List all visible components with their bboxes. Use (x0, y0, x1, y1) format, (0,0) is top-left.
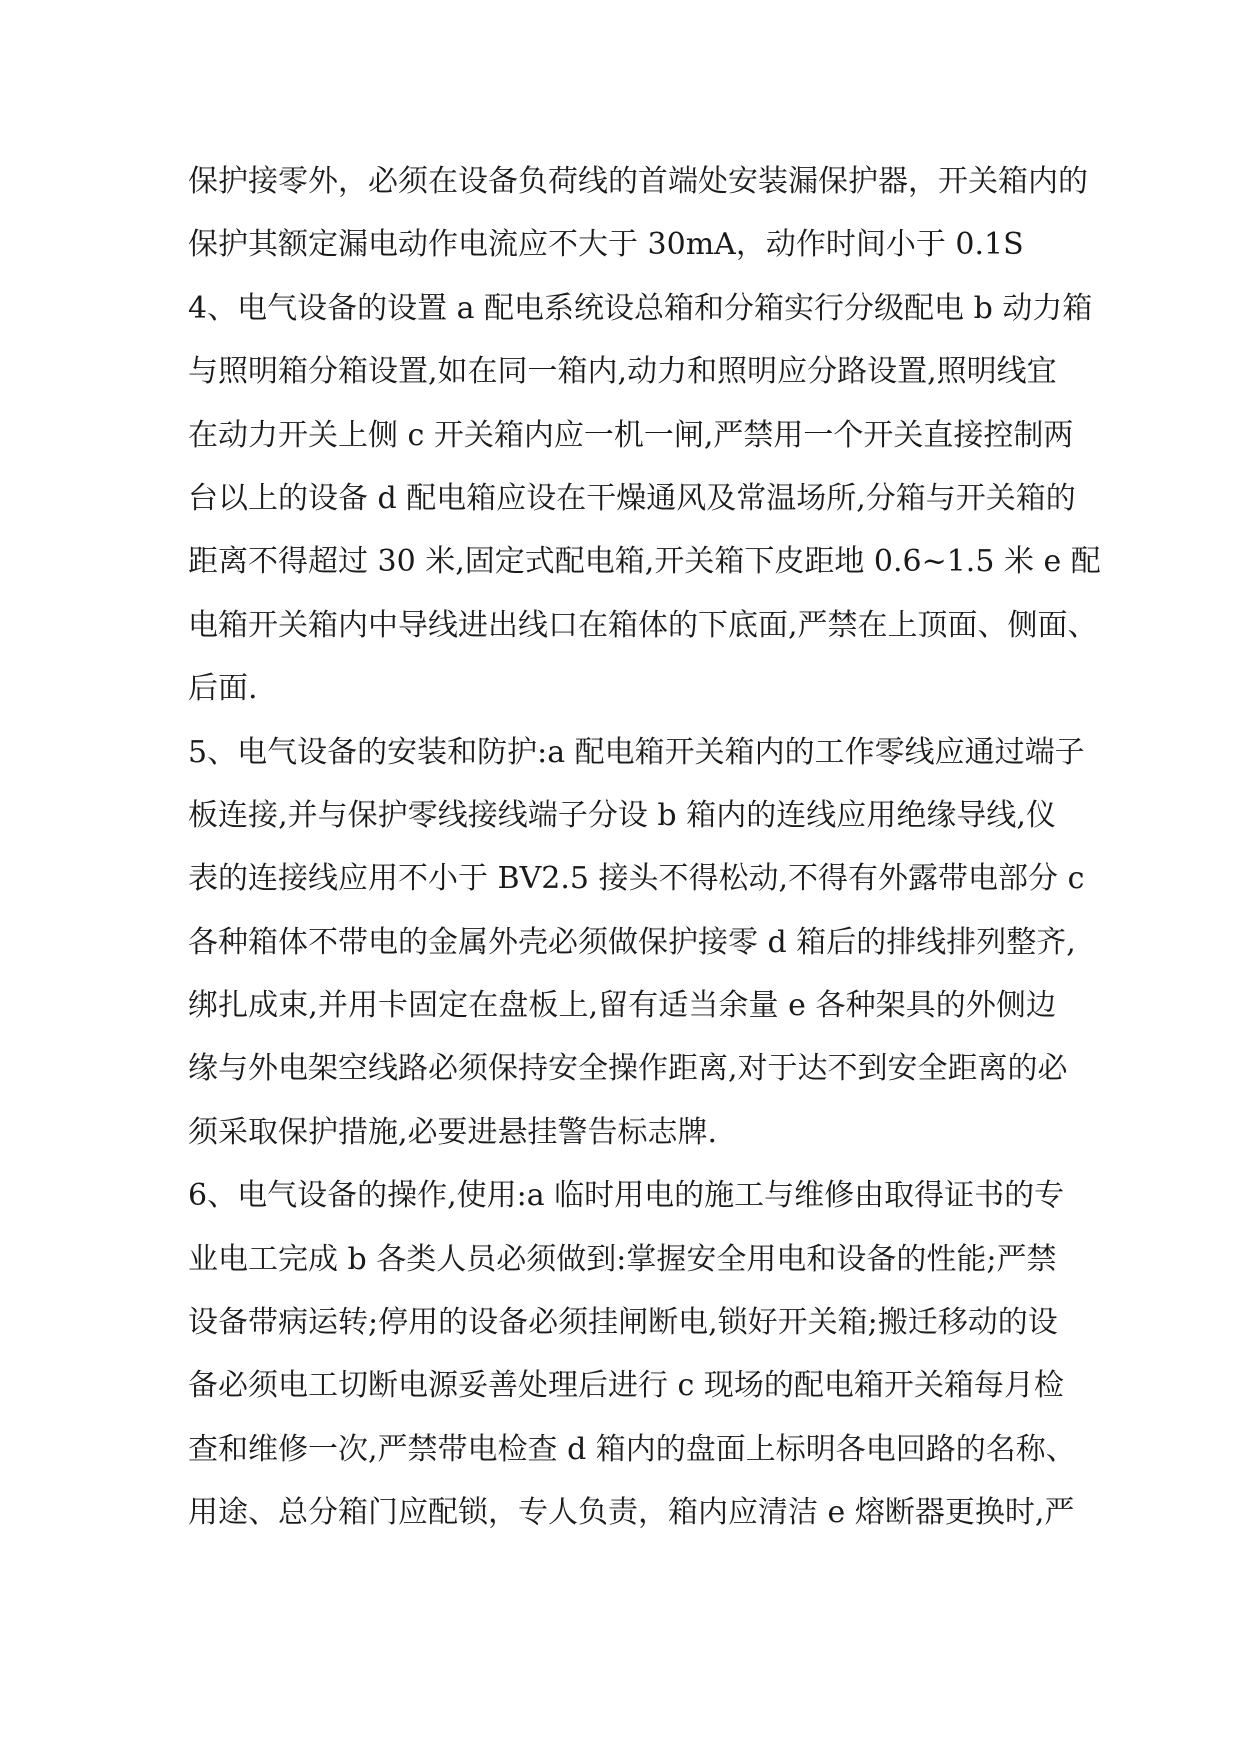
text-line: 表的连接线应用不小于 BV2.5 接头不得松动,不得有外露带电部分 c (188, 861, 1085, 897)
document-body (188, 150, 1101, 1545)
text-line: 电箱开关箱内中导线进出线口在箱体的下底面,严禁在上顶面、侧面、 (188, 607, 1098, 643)
text-line: 业电工完成 b 各类人员必须做到:掌握安全用电和设备的性能;严禁 (188, 1241, 1057, 1277)
text-line: 保护接零外，必须在设备负荷线的首端处安装漏保护器，开关箱内的 (188, 164, 1088, 199)
text-line: 查和维修一次,严禁带电检查 d 箱内的盘面上标明各电回路的名称、 (188, 1431, 1076, 1467)
text-line: 板连接,并与保护零线接线端子分设 b 箱内的连线应用绝缘导线,仪 (188, 797, 1056, 833)
text-line: 绑扎成束,并用卡固定在盘板上,留有适当余量 e 各种架具的外侧边 (188, 988, 1056, 1024)
text-line: 5、电气设备的安装和防护:a 配电箱开关箱内的工作零线应通过端子 (188, 734, 1085, 770)
text-line: 保护其额定漏电动作电流应不大于 30mA，动作时间小于 0.1S (188, 227, 1024, 263)
text-line: 后面. (188, 671, 258, 707)
text-line: 6、电气设备的操作,使用:a 临时用电的施工与维修由取得证书的专 (188, 1178, 1065, 1214)
text-line: 设备带病运转;停用的设备必须挂闸断电,锁好开关箱;搬迁移动的设 (188, 1305, 1058, 1341)
text-line: 4、电气设备的设置 a 配电系统设总箱和分箱实行分级配电 b 动力箱 (188, 290, 1093, 326)
text-line: 台以上的设备 d 配电箱应设在干燥通风及常温场所,分箱与开关箱的 (188, 480, 1076, 516)
text-line: 用途、总分箱门应配锁，专人负责，箱内应清洁 e 熔断器更换时,严 (188, 1495, 1075, 1531)
text-line: 须采取保护措施,必要进悬挂警告标志牌. (188, 1114, 718, 1150)
text-line: 在动力开关上侧 c 开关箱内应一机一闸,严禁用一个开关直接控制两 (188, 417, 1074, 453)
text-line: 距离不得超过 30 米,固定式配电箱,开关箱下皮距地 0.6~1.5 米 e 配 (188, 544, 1101, 580)
text-line: 缘与外电架空线路必须保持安全操作距离,对于达不到安全距离的必 (188, 1051, 1068, 1087)
text-line: 备必须电工切断电源妥善处理后进行 c 现场的配电箱开关箱每月检 (188, 1368, 1064, 1404)
text-line: 与照明箱分箱设置,如在同一箱内,动力和照明应分路设置,照明线宜 (188, 354, 1057, 390)
text-line: 各种箱体不带电的金属外壳必须做保护接零 d 箱后的排线排列整齐, (188, 924, 1076, 960)
